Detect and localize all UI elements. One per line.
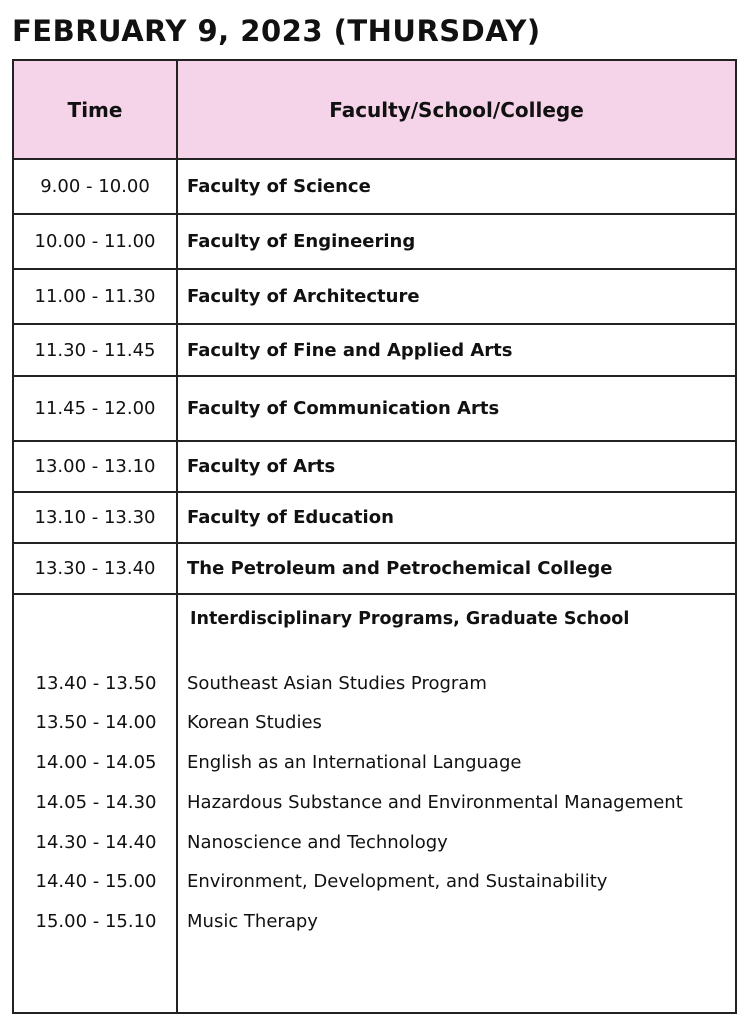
- program-name: Korean Studies: [187, 712, 322, 733]
- table-row: [14, 442, 735, 493]
- table-row: [14, 160, 735, 215]
- row-faculty: The Petroleum and Petrochemical College: [187, 558, 613, 579]
- row-faculty: Faculty of Science: [187, 176, 371, 197]
- row-faculty: Faculty of Engineering: [187, 231, 416, 252]
- program-name: Nanoscience and Technology: [187, 832, 448, 853]
- row-time: 11.45 - 12.00: [14, 377, 178, 440]
- list-item: [14, 907, 735, 937]
- program-name: Southeast Asian Studies Program: [187, 673, 487, 694]
- row-time: 13.30 - 13.40: [14, 544, 178, 593]
- table-row: [14, 325, 735, 377]
- program-name: Environment, Development, and Sustainability: [187, 871, 608, 892]
- interdisciplinary-group-row: [14, 595, 735, 1012]
- program-time: 14.40 - 15.00: [35, 871, 157, 892]
- row-time: 11.00 - 11.30: [14, 270, 178, 323]
- list-item: [14, 788, 735, 818]
- row-faculty: Faculty of Fine and Applied Arts: [187, 339, 513, 361]
- list-item: [14, 828, 735, 858]
- program-time: 14.05 - 14.30: [35, 792, 157, 813]
- table-header-row: [14, 61, 735, 160]
- program-name: Music Therapy: [187, 911, 318, 932]
- table-row: [14, 377, 735, 442]
- row-time: 10.00 - 11.00: [14, 215, 178, 268]
- program-name: Hazardous Substance and Environmental Management: [187, 792, 683, 813]
- row-time: 13.00 - 13.10: [14, 442, 178, 491]
- program-time: 14.30 - 14.40: [35, 832, 157, 853]
- list-item: [14, 708, 735, 738]
- table-row: [14, 270, 735, 325]
- program-time: 15.00 - 15.10: [35, 911, 157, 932]
- row-time: 13.10 - 13.30: [14, 493, 178, 542]
- program-name: English as an International Language: [187, 752, 522, 773]
- header-time: Time: [14, 61, 178, 158]
- header-faculty: Faculty/School/College: [329, 97, 584, 122]
- table-row: [14, 493, 735, 544]
- row-time: 9.00 - 10.00: [14, 160, 178, 213]
- row-faculty: Faculty of Architecture: [187, 286, 420, 307]
- group-title: Interdisciplinary Programs, Graduate School: [190, 609, 630, 629]
- schedule-table: [12, 59, 737, 1014]
- program-time: 13.50 - 14.00: [35, 712, 157, 733]
- page-title: FEBRUARY 9, 2023 (THURSDAY): [12, 14, 541, 48]
- program-time: 13.40 - 13.50: [35, 673, 157, 694]
- program-time: 14.00 - 14.05: [35, 752, 157, 773]
- row-faculty: Faculty of Communication Arts: [187, 398, 500, 419]
- list-item: [14, 748, 735, 778]
- list-item: [14, 669, 735, 699]
- row-faculty: Faculty of Education: [187, 507, 394, 528]
- table-row: [14, 215, 735, 270]
- row-faculty: Faculty of Arts: [187, 456, 336, 477]
- list-item: [14, 867, 735, 897]
- table-row: [14, 544, 735, 595]
- row-time: 11.30 - 11.45: [14, 325, 178, 375]
